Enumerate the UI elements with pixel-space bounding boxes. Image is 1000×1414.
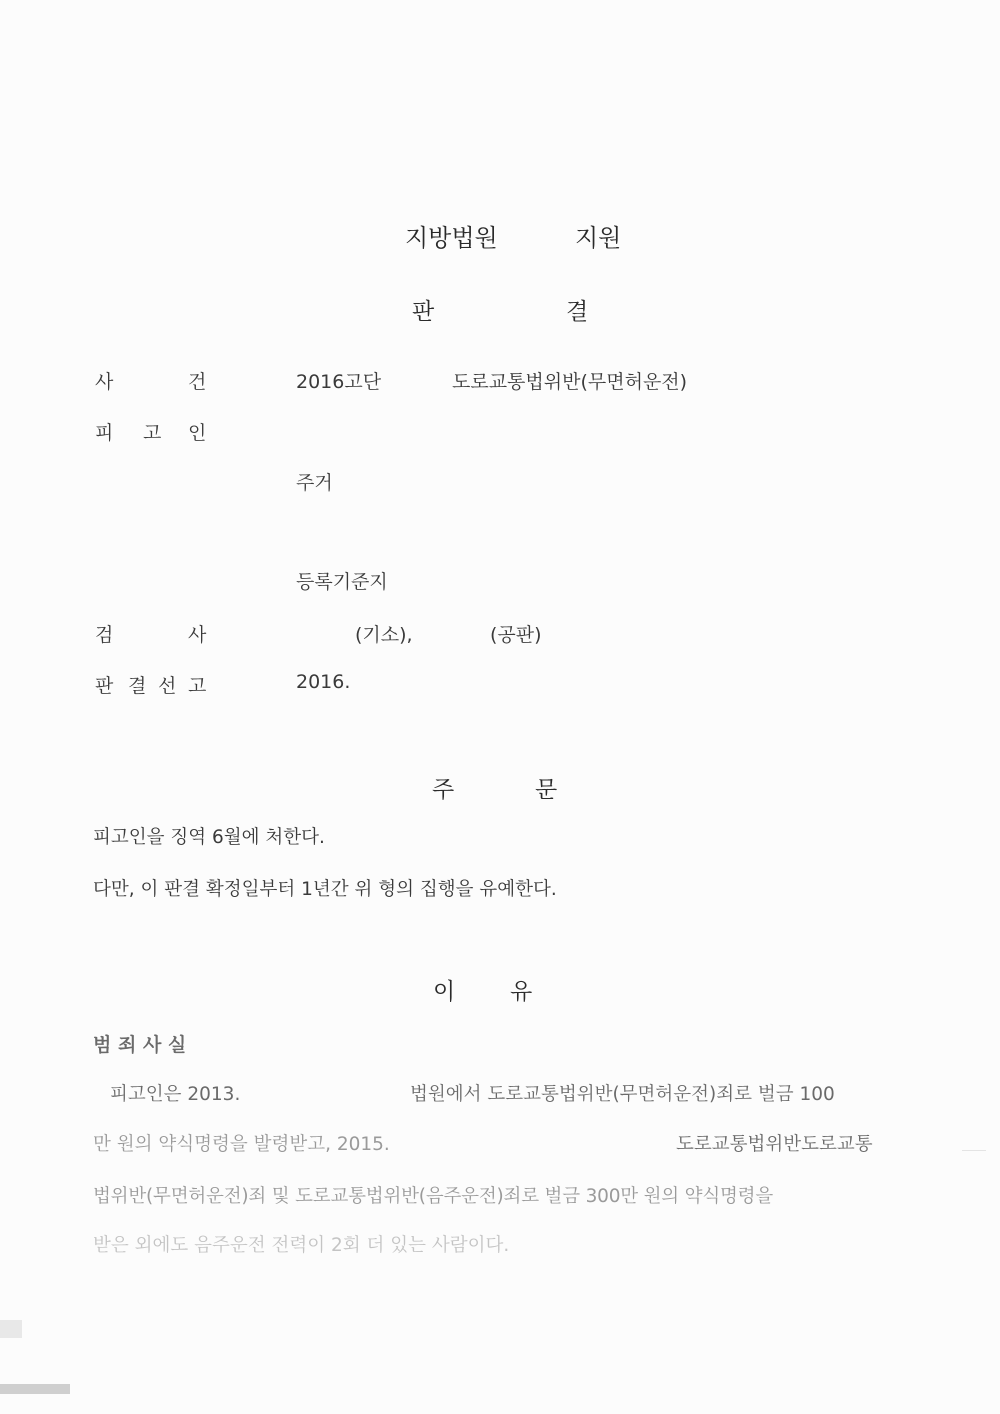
reason-line-4: 받은 외에도 음주운전 전력이 2회 더 있는 사람이다. [93, 1235, 510, 1256]
reason-line-3: 법위반(무면허운전)죄 및 도로교통법위반(음주운전)죄로 벌금 300만 원의 약식명령을 [93, 1186, 774, 1207]
reason-line-1b: 법원에서 도로교통법위반(무면허운전)죄로 벌금 100 [410, 1084, 835, 1105]
sentence-date-label-4: 고 [188, 675, 207, 697]
scan-artifact-left [0, 1320, 22, 1338]
case-label-1: 사 [95, 371, 114, 393]
court-branch: 지원 [575, 224, 622, 252]
registered-domicile-label: 등록기준지 [296, 571, 388, 593]
order-heading-2: 문 [535, 777, 558, 803]
sentence-date-label-1: 판 [95, 675, 114, 697]
defendant-label-1: 피 [95, 422, 114, 444]
defendant-label-2: 고 [143, 422, 162, 444]
scan-artifact-right [962, 1150, 986, 1151]
defendant-label-3: 인 [188, 422, 207, 444]
order-line-1: 피고인을 징역 6월에 처한다. [93, 827, 325, 848]
case-label-2: 건 [188, 371, 207, 393]
case-name: 도로교통법위반(무면허운전) [452, 371, 688, 393]
reason-heading-1: 이 [433, 979, 456, 1005]
sentence-date: 2016. [296, 671, 351, 693]
prosecutor-label-2: 사 [188, 624, 207, 646]
case-number: 2016고단 [296, 371, 382, 393]
sentence-date-label-3: 선 [158, 675, 177, 697]
title-char-1: 판 [412, 299, 435, 325]
reason-line-2b: 도로교통법위반도로교통 [676, 1134, 873, 1155]
reason-heading-2: 유 [510, 979, 533, 1005]
order-heading-1: 주 [432, 777, 455, 803]
title-char-2: 결 [566, 299, 589, 325]
sentence-date-label-2: 결 [128, 675, 147, 697]
reason-line-1a: 피고인은 2013. [110, 1084, 241, 1105]
prosecutor-prosecution: (기소), [355, 624, 413, 646]
reason-line-2a: 만 원의 약식명령을 발령받고, 2015. [93, 1134, 390, 1155]
prosecutor-label-1: 검 [95, 624, 114, 646]
order-line-2: 다만, 이 판결 확정일부터 1년간 위 형의 집행을 유예한다. [93, 879, 557, 900]
residence-label: 주거 [296, 472, 333, 494]
prosecutor-trial: (공판) [490, 624, 542, 646]
crime-facts-subheading: 범 죄 사 실 [93, 1034, 187, 1056]
scan-artifact-bottom [0, 1384, 70, 1394]
court-district: 지방법원 [405, 224, 498, 252]
